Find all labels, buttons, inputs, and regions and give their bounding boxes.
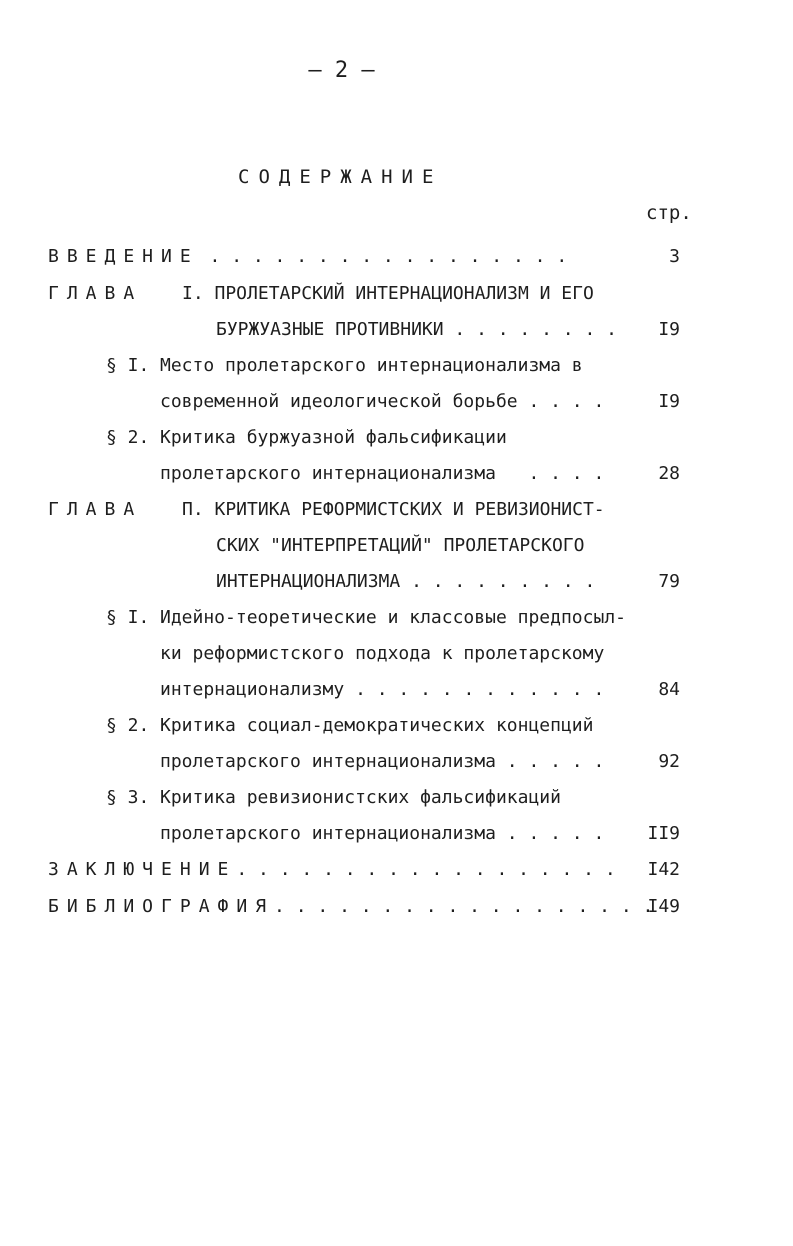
toc-entry-text: пролетарского интернационализма — [160, 463, 496, 484]
toc-entry-text: ИНТЕРНАЦИОНАЛИЗМА — [216, 571, 401, 592]
toc-page-number: I49 — [647, 896, 680, 917]
toc-entry-text: ки реформистского подхода к пролетарскому — [160, 643, 605, 664]
toc-entry-conclusion — [0, 859, 793, 889]
toc-entry-chapter-1-cont — [0, 319, 793, 349]
toc-entry-chapter-2-cont-2 — [0, 571, 793, 601]
toc-entry-section-1-1-cont — [0, 391, 793, 421]
toc-dot-leader: . . . . . . . . — [443, 319, 617, 340]
toc-page-number: 28 — [658, 463, 680, 484]
toc-entry-chapter-2 — [0, 499, 793, 529]
page-number: – 2 – — [308, 58, 375, 83]
toc-dot-leader: . . . . . . . . . . . . . . . . . . — [236, 859, 616, 880]
toc-dot-leader: . . . . . — [495, 751, 605, 772]
toc-entry-text: интернационализму — [160, 679, 345, 700]
toc-entry-section-2-2 — [0, 715, 793, 745]
toc-page-number: I42 — [647, 859, 680, 880]
toc-page-number: I9 — [658, 391, 680, 412]
toc-dot-leader: . . . . . . . . . . . . — [344, 679, 605, 700]
toc-entry-section-2-1-cont-1 — [0, 643, 793, 673]
toc-entry-section-2-2-cont — [0, 751, 793, 781]
toc-entry-chapter-2-cont-1 — [0, 535, 793, 565]
toc-entry-text: пролетарского интернационализма — [160, 823, 496, 844]
toc-page-number: II9 — [647, 823, 680, 844]
toc-entry-text: Место пролетарского интернационализма в — [160, 355, 583, 376]
section-marker: § I. — [106, 607, 150, 628]
toc-entry-bibliography — [0, 896, 793, 926]
toc-entry-text: ЗАКЛЮЧЕНИЕ — [48, 859, 237, 880]
chapter-label: ГЛАВА — [48, 499, 143, 520]
toc-dot-leader: . . . . . . . . . — [400, 571, 596, 592]
toc-entry-text: СКИХ "ИНТЕРПРЕТАЦИЙ" ПРОЛЕТАРСКОГО — [216, 535, 585, 556]
toc-page-number: 92 — [658, 751, 680, 772]
chapter-label: ГЛАВА — [48, 283, 143, 304]
toc-page-number: 79 — [658, 571, 680, 592]
toc-entry-text: П. КРИТИКА РЕФОРМИСТСКИХ И РЕВИЗИОНИСТ- — [182, 499, 605, 520]
toc-entry-text: Критика социал-демократических концепций — [160, 715, 594, 736]
toc-entry-text: I. ПРОЛЕТАРСКИЙ ИНТЕРНАЦИОНАЛИЗМ И ЕГО — [182, 283, 594, 304]
toc-entry-text: Идейно-теоретические и классовые предпосыл- — [160, 607, 626, 628]
toc-entry-section-1-2-cont — [0, 463, 793, 493]
toc-entry-section-2-3 — [0, 787, 793, 817]
toc-entry-text: Критика буржуазной фальсификации — [160, 427, 507, 448]
section-marker: § 2. — [106, 715, 150, 736]
toc-entry-introduction — [0, 246, 793, 276]
toc-page-number: 84 — [658, 679, 680, 700]
toc-entry-section-1-2 — [0, 427, 793, 457]
toc-entry-section-2-1 — [0, 607, 793, 637]
toc-dot-leader: . . . . — [495, 463, 605, 484]
toc-entry-section-1-1 — [0, 355, 793, 385]
toc-entry-text: БУРЖУАЗНЫЕ ПРОТИВНИКИ — [216, 319, 444, 340]
section-marker: § 3. — [106, 787, 150, 808]
toc-page-number: 3 — [669, 246, 680, 267]
toc-entry-section-2-1-cont-2 — [0, 679, 793, 709]
toc-dot-leader: . . . . — [517, 391, 605, 412]
toc-entry-text: пролетарского интернационализма — [160, 751, 496, 772]
toc-dot-leader: . . . . . . . . . . . . . . . . . . — [274, 896, 654, 917]
toc-dot-leader: . . . . . — [495, 823, 605, 844]
section-marker: § I. — [106, 355, 150, 376]
page-title: СОДЕРЖАНИЕ — [238, 166, 443, 188]
toc-entry-chapter-1 — [0, 283, 793, 313]
toc-page-number: I9 — [658, 319, 680, 340]
toc-entry-text: БИБЛИОГРАФИЯ — [48, 896, 275, 917]
toc-entry-text: Критика ревизионистских фальсификаций — [160, 787, 561, 808]
page-column-header: стр. — [646, 202, 692, 224]
toc-entry-text: современной идеологической борьбе — [160, 391, 518, 412]
toc-dot-leader: . . . . . . . . . . . . . . . . . — [198, 246, 568, 267]
section-marker: § 2. — [106, 427, 150, 448]
toc-entry-section-2-3-cont — [0, 823, 793, 853]
toc-entry-text: ВВЕДЕНИЕ — [48, 246, 199, 267]
